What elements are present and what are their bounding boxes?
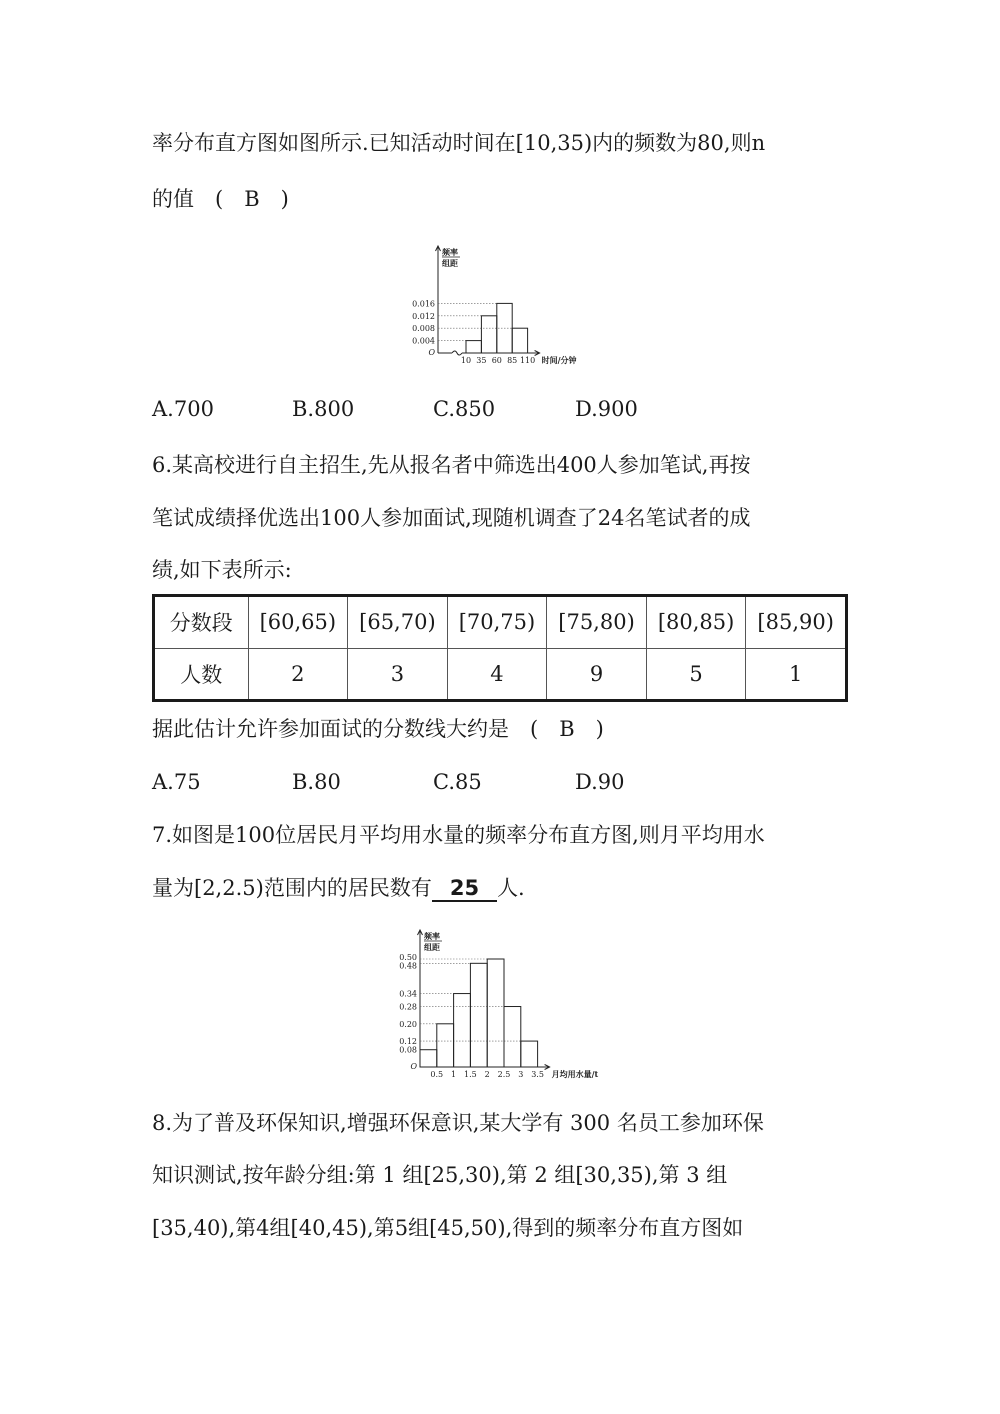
table-cell: [60,65) <box>248 596 348 649</box>
chart-water-usage-histogram <box>380 922 630 1082</box>
y-tick-label: 0.12 <box>399 1037 417 1047</box>
histogram-bar <box>487 959 504 1067</box>
x-axis-label: 月均用水量/t <box>551 1069 599 1079</box>
q7-text-post: 人. <box>497 876 525 900</box>
origin-label: O <box>428 348 435 357</box>
q8-text-line-1: 8.为了普及环保知识,增强环保意识,某大学有 300 名员工参加环保 <box>152 1111 764 1135</box>
y-axis-label-numerator: 频率 <box>424 931 440 941</box>
histogram-bar <box>466 341 481 353</box>
q5-option-c: C.850 <box>433 397 496 421</box>
table-cell: [85,90) <box>746 596 847 649</box>
x-tick-label: 2.5 <box>497 1070 511 1079</box>
q6-option-b: B.80 <box>292 770 341 794</box>
table-cell: [75,80) <box>547 596 647 649</box>
x-tick-label: 85 <box>507 356 518 365</box>
table-cell: 5 <box>646 648 746 701</box>
table-cell: 2 <box>248 648 348 701</box>
q7-text-line-2 <box>152 873 525 903</box>
q6-text-line-4: 据此估计允许参加面试的分数线大约是 ( B ) <box>152 717 604 741</box>
origin-label: O <box>410 1062 417 1071</box>
score-table <box>152 594 848 702</box>
q7-text-line-1: 7.如图是100位居民月平均用水量的频率分布直方图,则月平均用水 <box>152 823 765 847</box>
q8-text-line-2: 知识测试,按年龄分组:第 1 组[25,30),第 2 组[30,35),第 3 组 <box>152 1163 728 1187</box>
table-cell: 1 <box>746 648 847 701</box>
histogram-bar <box>504 1007 521 1067</box>
row-header-count: 人数 <box>154 648 249 701</box>
table-row-ranges <box>154 596 847 649</box>
table-cell: [70,75) <box>447 596 547 649</box>
q5-option-a: A.700 <box>152 397 214 421</box>
histogram-bar <box>437 1024 454 1067</box>
q6-option-d: D.90 <box>575 770 625 794</box>
q6-text-line-3: 绩,如下表所示: <box>152 558 292 582</box>
table-cell: [80,85) <box>646 596 746 649</box>
table-cell: [65,70) <box>348 596 448 649</box>
y-tick-label: 0.20 <box>399 1019 417 1029</box>
q7-answer-blank: 25 <box>432 876 497 902</box>
table-row-counts <box>154 648 847 701</box>
q8-text-line-3: [35,40),第4组[40,45),第5组[45,50),得到的频率分布直方图如 <box>152 1216 744 1240</box>
x-tick-label: 3.5 <box>531 1070 544 1079</box>
table-cell: 4 <box>447 648 547 701</box>
y-axis-label-numerator: 频率 <box>442 247 458 257</box>
histogram-bar <box>521 1041 538 1067</box>
x-tick-label: 110 <box>519 356 536 365</box>
row-header-score-range: 分数段 <box>154 596 249 649</box>
x-tick-label: 1 <box>451 1070 457 1079</box>
q6-option-c: C.85 <box>433 770 482 794</box>
axis-break-mark <box>452 351 462 355</box>
x-tick-label: 3 <box>518 1070 524 1079</box>
chart-activity-time-histogram <box>400 238 600 370</box>
histogram-bar <box>512 328 527 353</box>
histogram-bar <box>481 316 496 353</box>
table-cell: 3 <box>348 648 448 701</box>
y-tick-label: 0.28 <box>399 1002 417 1012</box>
x-tick-label: 2 <box>484 1070 490 1079</box>
histogram-bar <box>470 963 487 1067</box>
q5-text-line-2: 的值 ( B ) <box>152 187 289 211</box>
y-tick-label: 0.08 <box>399 1045 417 1055</box>
y-tick-label: 0.008 <box>412 324 435 334</box>
y-tick-label: 0.34 <box>399 989 417 999</box>
histogram-bar <box>420 1050 437 1067</box>
y-tick-label: 0.004 <box>412 336 435 346</box>
x-tick-label: 10 <box>460 356 472 365</box>
histogram-bar <box>454 994 471 1067</box>
y-tick-label: 0.50 <box>399 953 417 962</box>
y-axis-label-denominator: 组距 <box>424 942 440 952</box>
q6-option-a: A.75 <box>152 770 201 794</box>
q5-option-b: B.800 <box>292 397 355 421</box>
x-tick-label: 60 <box>491 356 502 365</box>
q6-text-line-2: 笔试成绩择优选出100人参加面试,现随机调查了24名笔试者的成 <box>152 506 751 530</box>
q5-option-d: D.900 <box>575 397 638 421</box>
y-tick-label: 0.48 <box>399 961 417 971</box>
y-axis-label-denominator: 组距 <box>442 258 458 268</box>
table-cell: 9 <box>547 648 647 701</box>
x-tick-label: 0.5 <box>430 1070 444 1079</box>
x-axis-label: 时间/分钟 <box>541 355 577 365</box>
q7-text-pre: 量为[2,2.5)范围内的居民数有 <box>152 876 432 900</box>
q5-text-line-1: 率分布直方图如图所示.已知活动时间在[10,35)内的频数为80,则n <box>152 131 766 155</box>
q6-text-line-1: 6.某高校进行自主招生,先从报名者中筛选出400人参加笔试,再按 <box>152 453 751 477</box>
x-tick-label: 1.5 <box>464 1070 477 1079</box>
y-tick-label: 0.016 <box>412 299 435 309</box>
y-tick-label: 0.012 <box>412 311 435 321</box>
x-tick-label: 35 <box>476 356 487 365</box>
